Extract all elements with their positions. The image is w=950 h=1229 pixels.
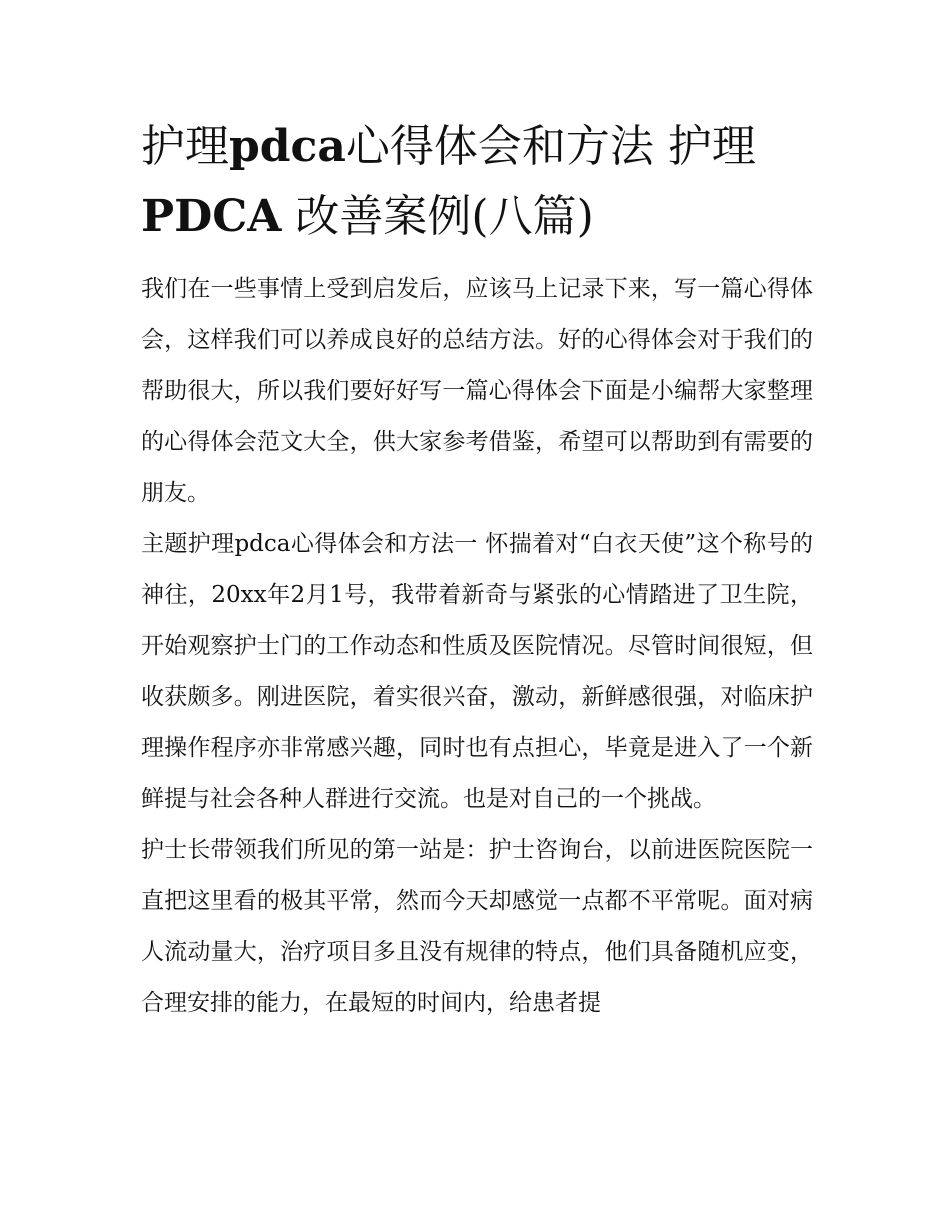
title-part-4: PDCA xyxy=(141,191,282,242)
document-title xyxy=(141,112,813,252)
paragraph-head-nurse: 护士长带领我们所见的第一站是：护士咨询台，以前进医院医院一直把这里看的极其平常，然而今天却感觉一点都不平常呢。面对病人流动量大，治疗项目多且没有规律的特点，他们具备随机应变，合理安排的能力，在最短的时间内，给患者提 xyxy=(141,837,813,1016)
title-part-5: 改善案例(八篇) xyxy=(295,191,594,242)
title-part-1: 护理 xyxy=(141,121,229,172)
paragraph-intro: 我们在一些事情上受到启发后，应该马上记录下来，写一篇心得体会，这样我们可以养成良好的总结方法。好的心得体会对于我们的帮助很大，所以我们要好好写一篇心得体会下面是小编帮大家整理的心得体会范文大全，供大家参考借鉴，希望可以帮助到有需要的朋友。 xyxy=(141,276,813,506)
title-part-3: 心得体会和方法 护理 xyxy=(345,121,756,172)
document-body xyxy=(141,112,813,1029)
title-part-2: pdca xyxy=(229,121,346,172)
paragraph-topic-one: 主题护理pdca心得体会和方法一 怀揣着对“白衣天使”这个称号的神往，20xx年2月1号，我带着新奇与紧张的心情踏进了卫生院，开始观察护士门的工作动态和性质及医院情况。尽管时间很短，但收获颇多。刚进医院，着实很兴奋，激动，新鲜感很强，对临床护理操作程序亦非常感兴趣，同时也有点担心，毕竟是进入了一个新鲜提与社会各种人群进行交流。也是对自己的一个挑战。 xyxy=(141,531,813,812)
